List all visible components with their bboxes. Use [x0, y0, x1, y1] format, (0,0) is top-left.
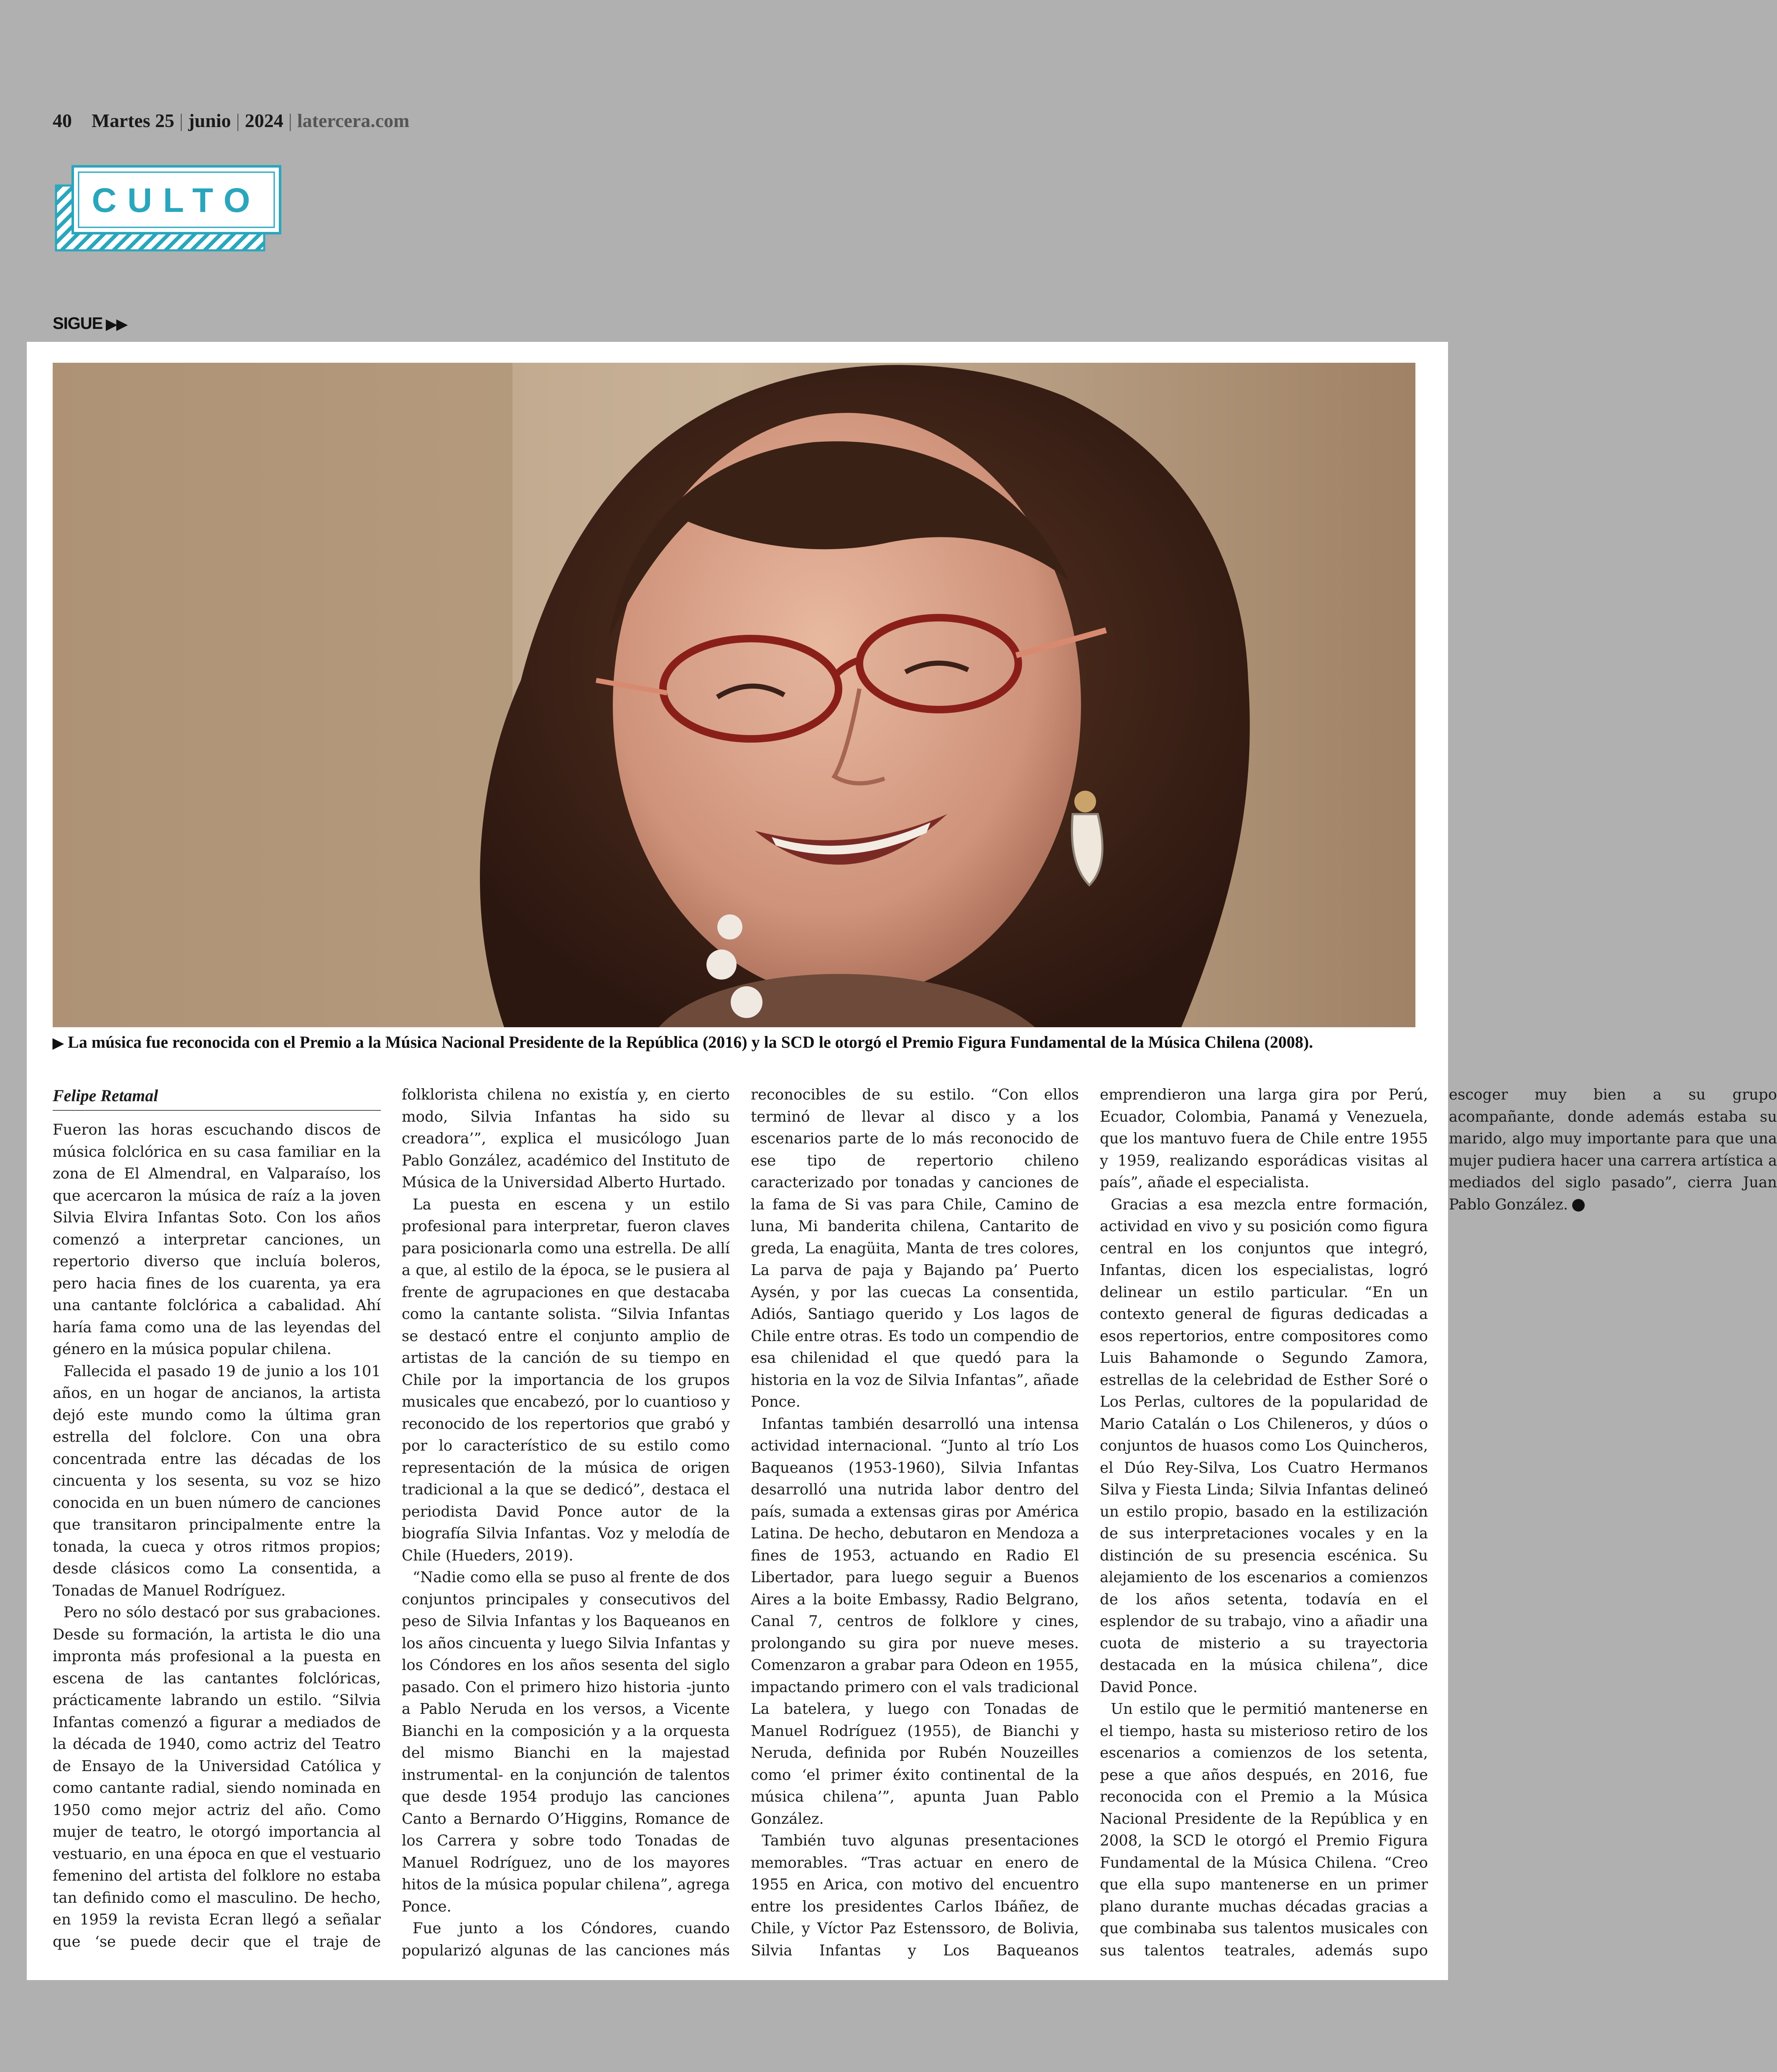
date-year: 2024 — [245, 110, 283, 131]
article-paragraph: La puesta en escena y un estilo profesional para interpretar, fueron claves para posicionarla como una estrella. De allí a que, al estilo de la época, se le pusiera al frente de agrupaciones en que destacaba como la cantante solista. “Silvia Infantas se destacó entre el conjunto amplio de artistas de la canción de su tiempo en Chile por la importancia de los grupos musicales que encabezó, por lo cuantioso y reconocido de los repertorios que grabó y por lo característico de su estilo como representación de la música de origen tradicional a la que se dedicó”, destaca el periodista David Ponce autor de la biografía Silvia Infantas. Voz y melodía de Chile (Hueders, 2019). — [402, 1196, 730, 1564]
end-mark-icon — [1572, 1199, 1585, 1212]
caption-text: La música fue reconocida con el Premio a la Música Nacional Presidente de la República (2016) y la SCD le otorgó el Premio Figura Fundamental de la Música Chilena (2008). — [68, 1033, 1313, 1051]
article-paragraph: Fueron las horas escuchando discos de música folclórica en su casa familiar en la zona de El Almendral, en Valparaíso, los que acercaron la música de raíz a la joven Silvia Elvira Infantas Soto. Con los años comenzó a interpretar canciones, un repertorio diverso que incluía boleros, pero hacia fines de los cuarenta, ya era una cantante folclórica a cabalidad. Ahí haría fama como una de las leyendas del género en la música popular chilena. — [53, 1121, 381, 1358]
byline: Felipe Retamal — [53, 1084, 381, 1111]
article-paragraph: Fallecida el pasado 19 de junio a los 101 años, en un hogar de ancianos, la artista dejó este mundo como la última gran estrella del folclore. Con una obra concentrada entre las décadas de los cincuenta y los sesenta, su voz se hizo conocida en un buen número de canciones que transitaron principalmente entre la tonada, la cueca y otros ritmos propios; desde clásicos como La consentida, a Tonadas de Manuel Rodríguez. — [53, 1362, 381, 1599]
logo-text: CULTO — [92, 181, 261, 219]
article-paragraph: Gracias a esa mezcla entre formación, actividad en vivo y su posición como figura central en los conjuntos que integró, Infantas, dicen los especialistas, logró delinear un estilo particular. “En un contexto general de figuras dedicadas a esos repertorios, entre compositores como Luis Bahamonde o Segundo Zamora, estrellas de la celebridad de Esther Soré o Los Perlas, cultores de la popularidad de Mario Catalán o Los Chileneros, y dúos o conjuntos de huasos como Los Quincheros, el Dúo Rey-Silva, Los Cuatro Hermanos Silva y Fiesta Linda; Silvia Infantas delineó un estilo propio, basado en la estilización de sus interpretaciones vocales y en la distinción de su presencia escénica. Su alejamiento de los escenarios a comienzos de los años setenta, todavía en el esplendor de su trabajo, vino a añadir una cuota de misterio a su trayectoria destacada en la música chilena”, dice David Ponce. — [1100, 1196, 1428, 1696]
article-paragraph: Infantas también desarrolló una intensa actividad internacional. “Junto al trío Los Baqueanos (1953-1960), Silvia Infantas desarrolló una nutrida labor dentro del país, sumada a extensas giras por América Latina. De hecho, debutaron en Mendoza a fines de 1953, actuando en Radio El Libertador, para luego seguir a Buenos Aires a la boite Embassy, Radio Belgrano, Canal 7, centros de folklore y cines, prolongando su gira por nueve meses. Comenzaron a grabar para Odeon en 1955, impactando primero con el vals tradicional La batelera, y luego con Tonadas de Manuel Rodríguez (1955), de Bianchi y Neruda, definida por Rubén Nouzeilles como ‘el primer éxito continental de la música chilena’”, apunta Juan Pablo González. — [751, 1415, 1079, 1828]
article-body — [53, 1084, 1777, 1966]
article-paragraph: Pero no sólo destacó por sus grabaciones. Desde su formación, la artista le dio una impronta más profesional a la puesta en escena de las cantantes folclóricas, prácticamente labrando un estilo. “Silvia Infantas comenzó a figurar a mediados de la década de 1940, como actriz del Teatro de Ensayo de la Universidad Católica y como cantante radial, siendo nominada en 1950 como mejor actriz del año. Como mujer de teatro, le otorgó importancia al vestuario, en una época en que el vestuario femenino del artista del folklore no estaba tan definido como el masculino. De hecho, en 1959 la revista Ecran llegó a señalar que ‘se puede decir que el traje de folklorista chilena no existía y, en cierto modo, Silvia Infantas ha sido su creadora’”, explica el musicólogo Juan Pablo González, académico del Instituto de Música de la Universidad Alberto Hurtado. — [53, 1086, 730, 1950]
culto-logo — [54, 164, 284, 257]
continues-text: SIGUE — [53, 314, 103, 333]
portrait-photo — [53, 363, 1415, 1027]
continues-label — [53, 314, 127, 333]
article-paragraph: También tuvo algunas presentaciones memorables. “Tras actuar en enero de 1955 en Arica, con motivo del encuentro entre los presidentes Carlos Ibáñez, de Chile, y Víctor Paz Estenssoro, de Bolivia, Silvia Infantas y Los Baqueanos emprendieron una larga gira por Perú, Ecuador, Colombia, Panamá y Venezuela, que los mantuvo fuera de Chile entre 1955 y 1959, realizando esporádicas visitas al país”, añade el especialista. — [751, 1086, 1428, 1959]
double-arrow-icon: ▶▶ — [106, 316, 127, 332]
page-number: 40 — [53, 110, 72, 131]
photo-caption — [53, 1032, 1432, 1052]
page-header: 40 Martes 25 | junio | 2024 | latercera.com — [53, 110, 410, 131]
article-panel — [27, 342, 1777, 1980]
article-paragraph: Fue junto a los Cóndores, cuando popularizó algunas de las canciones más reconocibles de su estilo. “Con ellos terminó de llevar al disco y a los escenarios parte de lo más reconocido de ese tipo de repertorio chileno caracterizado por tonadas y canciones de la fama de Si vas para Chile, Camino de luna, Mi banderita chilena, Cantarito de greda, La enagüita, Manta de tres colores, La parva de paja y Bajando pa’ Puerto Aysén, y por las cuecas La consentida, Adiós, Santiago querido y Los lagos de Chile entre otras. Es todo un compendio de esa chilenidad el que quedó para la historia en la voz de Silvia Infantas”, añade Ponce. — [402, 1086, 1079, 1959]
caption-triangle-icon: ▶ — [53, 1036, 64, 1051]
site-link[interactable]: latercera.com — [297, 110, 410, 131]
article-paragraph-text: Un estilo que le permitió mantenerse en el tiempo, hasta su misterioso retiro de los escenarios a comienzos de los setenta, pese a que años después, en 2016, fue reconocida con el Premio a la Música Nacional Presidente de la República y en 2008, la SCD le otorgó el Premio Figura Fundamental de la Música Chilena. “Creo que ella supo mantenerse en un primer plano durante muchas décadas gracias a que combinaba sus talentos musicales con sus talentos teatrales, además supo escoger muy bien a su grupo acompañante, donde además estaba su marido, algo muy importante para que una mujer pudiera hacer una carrera artística a mediados del siglo pasado”, cierra Juan Pablo González. — [1100, 1086, 1777, 1959]
date-month: junio — [188, 110, 231, 131]
article-paragraph: “Nadie como ella se puso al frente de dos conjuntos principales y consecutivos del peso de Silvia Infantas y los Baqueanos en los años cincuenta y luego Silvia Infantas y los Cóndores en los años sesenta del siglo pasado. Con el primero hizo historia -junto a Pablo Neruda en los versos, a Vicente Bianchi en la composición y a la orquesta del mismo Bianchi en la majestad instrumental- en la conjunción de talentos que desde 1954 produjo las canciones Canto a Bernardo O’Higgins, Romance de los Carrera y sobre todo Tonadas de Manuel Rodríguez, uno de los mayores hitos de la música popular chilena”, agrega Ponce. — [402, 1569, 730, 1915]
date-day: Martes 25 — [92, 110, 174, 131]
